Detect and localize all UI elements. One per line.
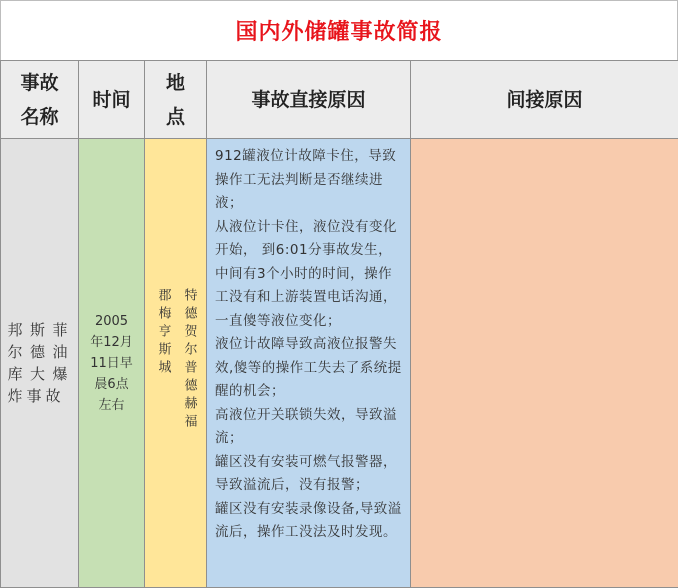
direct-cause-item: 罐区没有安装录像设备,导致溢流后，操作工没法及时发现。 bbox=[215, 498, 404, 545]
time-line: 晨6点 bbox=[79, 374, 144, 395]
cell-time[interactable] bbox=[79, 139, 145, 588]
direct-cause-item: 高液位开关联锁失效，导致溢流； bbox=[215, 404, 404, 451]
cell-location[interactable] bbox=[145, 139, 207, 588]
cell-accident-name[interactable] bbox=[1, 139, 79, 588]
accident-table bbox=[0, 60, 678, 588]
header-time[interactable]: 时间 bbox=[79, 61, 145, 139]
direct-cause-item: 912罐液位计故障卡住，导致操作工无法判断是否继续进液； bbox=[215, 145, 404, 216]
direct-cause-item: 液位计故障导致高液位报警失效,傻等的操作工失去了系统提醒的机会； bbox=[215, 333, 404, 404]
header-row bbox=[1, 61, 678, 139]
header-location[interactable] bbox=[145, 61, 207, 139]
time-text bbox=[79, 311, 144, 416]
header-accident-name[interactable] bbox=[1, 61, 79, 139]
table-row bbox=[1, 139, 678, 588]
header-direct-cause[interactable]: 事故直接原因 bbox=[207, 61, 411, 139]
header-indirect-cause[interactable]: 间接原因 bbox=[411, 61, 678, 139]
header-loc-line1: 地 bbox=[145, 66, 206, 100]
header-name-line1: 事故 bbox=[1, 66, 78, 100]
accident-name-text: 邦斯菲尔德油库大爆炸事故 bbox=[8, 319, 72, 407]
cell-direct-cause[interactable] bbox=[207, 139, 411, 588]
direct-cause-item: 罐区没有安装可燃气报警器，导致溢流后，没有报警； bbox=[215, 451, 404, 498]
location-text: 特德贺尔普德赫福郡梅亨斯城 bbox=[150, 288, 202, 438]
title-cell[interactable] bbox=[0, 0, 678, 60]
page-title: 国内外储罐事故简报 bbox=[235, 15, 442, 46]
cell-indirect-cause[interactable] bbox=[411, 139, 678, 588]
time-line: 年12月 bbox=[79, 332, 144, 353]
time-line: 左右 bbox=[79, 395, 144, 416]
header-loc-line2: 点 bbox=[145, 100, 206, 134]
header-name-line2: 名称 bbox=[1, 100, 78, 134]
direct-cause-item: 从液位计卡住，液位没有变化开始， 到6:01分事故发生， 中间有3个小时的时间，操作工没有和上游装置电话沟通，一直傻等液位变化； bbox=[215, 216, 404, 334]
time-line: 11日早 bbox=[79, 353, 144, 374]
direct-cause-text bbox=[207, 139, 410, 587]
time-line: 2005 bbox=[79, 311, 144, 332]
